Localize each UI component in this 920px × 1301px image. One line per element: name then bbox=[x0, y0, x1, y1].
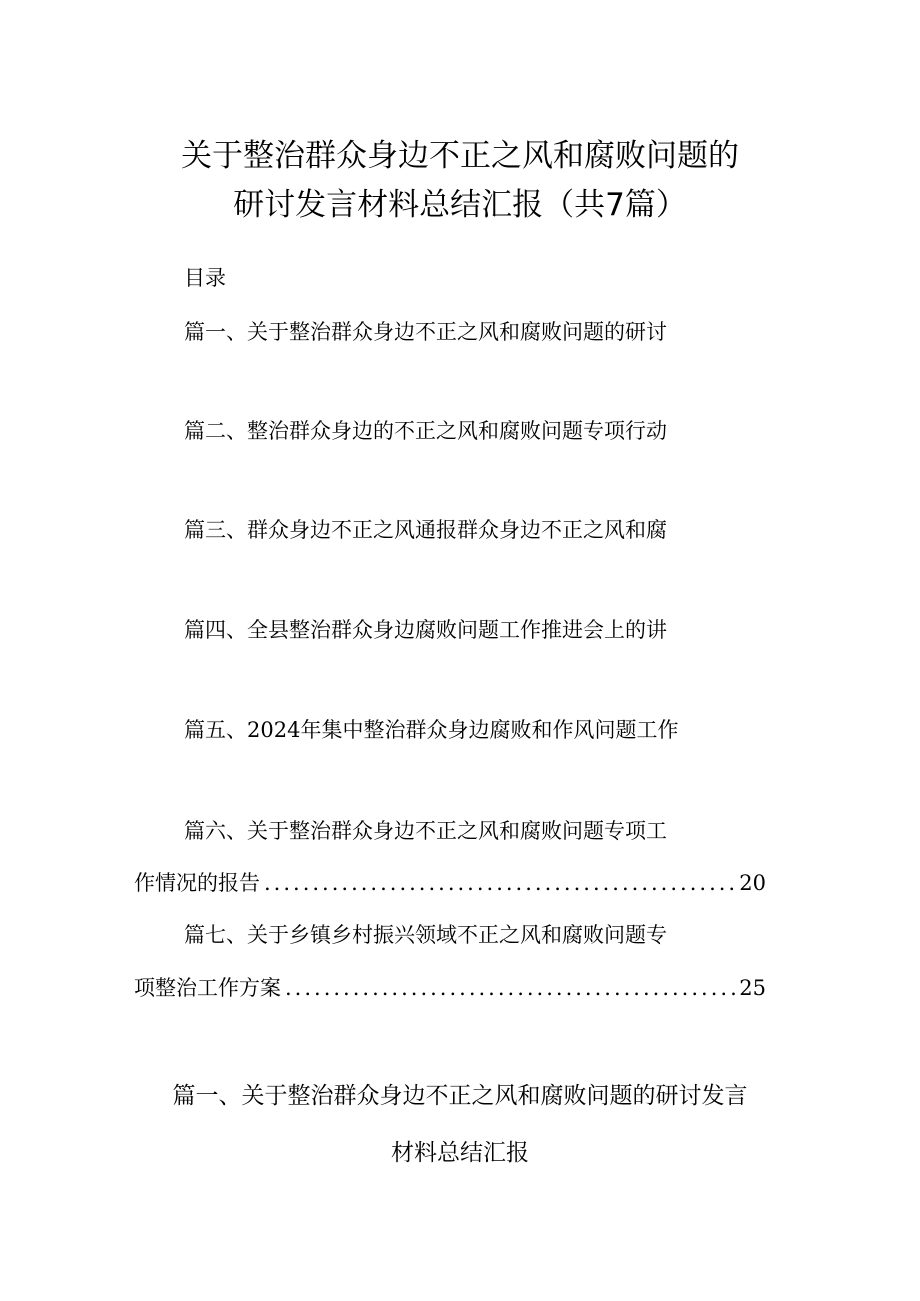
toc-entry-6[interactable]: 篇六、关于整治群众身边不正之风和腐败问题专项工 bbox=[184, 819, 667, 843]
document-title-line-2: 研讨发言材料总结汇报（共7篇） bbox=[233, 187, 687, 223]
section-heading-line-2: 材料总结汇报 bbox=[391, 1140, 529, 1166]
toc-entry-6-continuation[interactable] bbox=[134, 868, 766, 898]
toc-entry-4[interactable]: 篇四、全县整治群众身边腐败问题工作推进会上的讲 bbox=[184, 618, 667, 642]
toc-heading: 目录 bbox=[184, 266, 226, 290]
toc-entry-6-page-number: 20 bbox=[739, 871, 766, 895]
toc-entry-7-page-number: 25 bbox=[739, 976, 766, 1000]
dot-leader bbox=[285, 973, 735, 1003]
document-title-line-1: 关于整治群众身边不正之风和腐败问题的 bbox=[181, 138, 739, 174]
dot-leader bbox=[264, 868, 735, 898]
toc-entry-2[interactable]: 篇二、整治群众身边的不正之风和腐败问题专项行动 bbox=[184, 419, 667, 443]
section-heading-line-1: 篇一、关于整治群众身边不正之风和腐败问题的研讨发言 bbox=[172, 1083, 748, 1109]
toc-entry-5[interactable]: 篇五、2024年集中整治群众身边腐败和作风问题工作 bbox=[184, 718, 679, 742]
toc-entry-3[interactable]: 篇三、群众身边不正之风通报群众身边不正之风和腐 bbox=[184, 518, 667, 542]
toc-entry-6-text: 作情况的报告 bbox=[134, 871, 260, 895]
toc-entry-7[interactable]: 篇七、关于乡镇乡村振兴领域不正之风和腐败问题专 bbox=[184, 923, 667, 947]
toc-entry-7-text: 项整治工作方案 bbox=[134, 976, 281, 1000]
toc-entry-7-continuation[interactable] bbox=[134, 973, 766, 1003]
toc-entry-1[interactable]: 篇一、关于整治群众身边不正之风和腐败问题的研讨 bbox=[184, 320, 667, 344]
